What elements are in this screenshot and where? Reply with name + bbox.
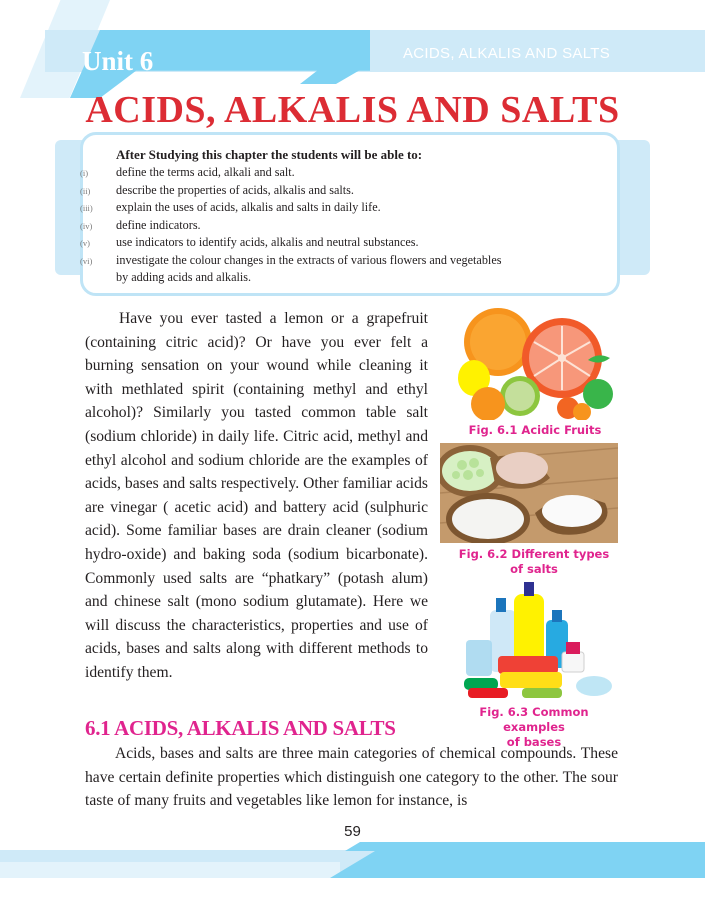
objective-number: (vi) — [80, 255, 93, 266]
footer-tab — [330, 842, 705, 878]
section-text — [85, 742, 618, 813]
objective-item — [80, 199, 610, 217]
acidic-fruits-image — [458, 300, 613, 420]
figure-6-2-caption-line2: of salts — [510, 562, 558, 576]
objective-number: (iii) — [80, 203, 93, 213]
salts-image — [440, 443, 618, 543]
header-accent — [300, 70, 360, 84]
chapter-title: ACIDS, ALKALIS AND SALTS — [85, 89, 620, 131]
objectives-heading: After Studying this chapter the students will be able to: — [116, 147, 423, 162]
objective-text: define the terms acid, alkali and salt. — [116, 165, 295, 179]
objective-item — [80, 252, 610, 270]
section-paragraph: Acids, bases and salts are three main categories of chemical compounds. These have certain definite properties which distinguish one category to the other. The sour taste of many fruits and vegetables like lemon for instance, is — [85, 745, 618, 810]
objective-item — [80, 234, 610, 252]
objective-text: investigate the colour changes in the extracts of various flowers and vegetables — [116, 252, 502, 267]
figure-6-3-caption-line1: Fig. 6.3 Common examples — [479, 705, 589, 734]
objective-number: (ii) — [80, 185, 91, 196]
objective-text: describe the properties of acids, alkalis and salts. — [116, 182, 354, 197]
footer-stripe — [0, 862, 340, 878]
figure-6-1-caption: Fig. 6.1 Acidic Fruits — [468, 423, 602, 437]
figure-6-2-caption — [448, 547, 620, 577]
figure-6-3-caption-line2: of bases — [506, 735, 562, 749]
objective-text: explain the uses of acids, alkalis and salts in daily life. — [116, 200, 381, 214]
bases-image — [462, 580, 612, 702]
page-number: 59 — [344, 823, 361, 840]
running-title: ACIDS, ALKALIS AND SALTS — [403, 45, 611, 62]
objective-item — [80, 217, 610, 235]
objective-number: (i) — [80, 168, 89, 178]
intro-text-column — [85, 307, 428, 685]
objective-text: define indicators. — [116, 217, 201, 232]
objective-item — [80, 269, 610, 287]
figure-6-2-caption-line1: Fig. 6.2 Different types — [458, 547, 610, 561]
objective-text: by adding acids and alkalis. — [116, 270, 252, 284]
intro-paragraph: Have you ever tasted a lemon or a grapefruit (containing citric acid)? Or have you ever felt a burning sensation on your wound while cleaning it with methlated spirit (containing methyl and ethyl alcohol)? Similarly you tasted common table salt (sodium chloride) in daily life. Citric acid, methyl and ethyl alcohol and sodium chloride are the examples of acids, bases and salts respectively. Other familiar acids are vinegar ( acetic acid) and battery acid (sulphuric acid). Some familiar bases are drain cleaner (sodium hydro-oxide) and baking soda (sodium bicarbonate). Commonly used salts are “phatkary” (potash alum) and chinese salt (mono sodium glutamate). Here we will discuss the characteristics, properties and use of acids, bases and salts along with different methods to identify them. — [85, 310, 428, 681]
objective-number: (iv) — [80, 220, 93, 231]
objective-number: (v) — [80, 238, 90, 248]
section-title: 6.1 ACIDS, ALKALIS AND SALTS — [85, 716, 396, 740]
objective-item — [80, 164, 610, 182]
unit-label: Unit 6 — [82, 46, 154, 76]
objectives-list — [80, 164, 610, 287]
objective-item — [80, 182, 610, 200]
objective-text: use indicators to identify acids, alkalis and neutral substances. — [116, 235, 419, 249]
